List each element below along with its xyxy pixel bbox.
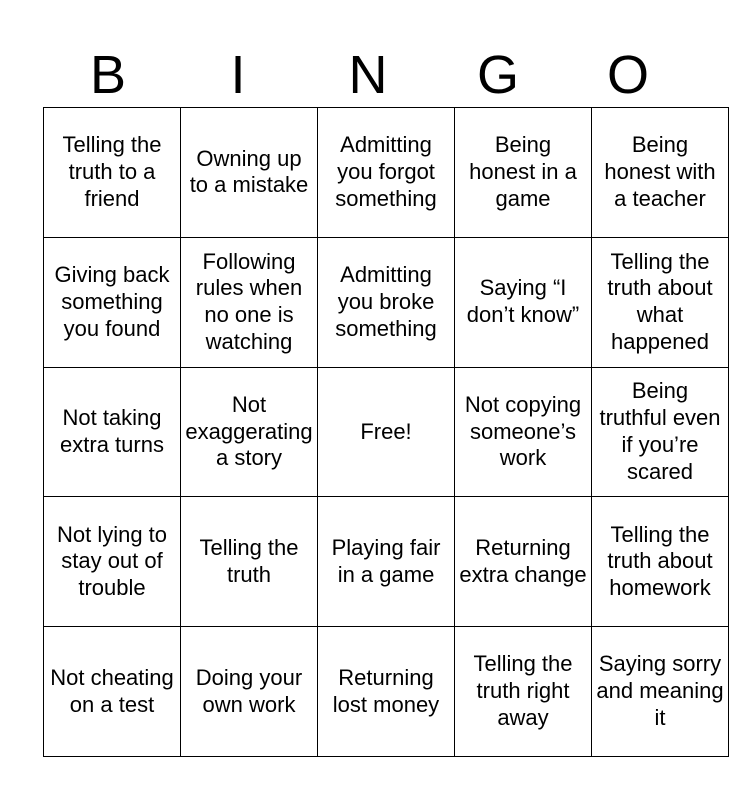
bingo-cell: Giving back something you found <box>44 237 181 367</box>
bingo-cell: Telling the truth about homework <box>592 497 729 627</box>
bingo-row <box>44 627 729 757</box>
header-letter-g: G <box>476 45 519 105</box>
bingo-cell: Admitting you forgot something <box>318 108 455 238</box>
bingo-cell: Doing your own work <box>181 627 318 757</box>
bingo-cell: Being honest in a game <box>455 108 592 238</box>
bingo-cell: Owning up to a mistake <box>181 108 318 238</box>
bingo-cell: Returning lost money <box>318 627 455 757</box>
bingo-cell: Playing fair in a game <box>318 497 455 627</box>
bingo-cell: Telling the truth <box>181 497 318 627</box>
bingo-row <box>44 497 729 627</box>
bingo-header <box>43 44 693 106</box>
bingo-cell: Being honest with a teacher <box>592 108 729 238</box>
header-letter-i: I <box>230 45 246 105</box>
bingo-cell: Returning extra change <box>455 497 592 627</box>
bingo-cell: Saying sorry and meaning it <box>592 627 729 757</box>
bingo-card <box>43 107 729 757</box>
bingo-cell: Not exaggerating a story <box>181 367 318 497</box>
bingo-cell: Not lying to stay out of trouble <box>44 497 181 627</box>
bingo-cell: Saying “I don’t know” <box>455 237 592 367</box>
bingo-cell: Being truthful even if you’re scared <box>592 367 729 497</box>
bingo-row <box>44 108 729 238</box>
bingo-cell: Not taking extra turns <box>44 367 181 497</box>
bingo-row <box>44 367 729 497</box>
bingo-cell: Following rules when no one is watching <box>181 237 318 367</box>
bingo-cell: Telling the truth to a friend <box>44 108 181 238</box>
bingo-cell: Telling the truth about what happened <box>592 237 729 367</box>
bingo-row <box>44 237 729 367</box>
free-space: Free! <box>318 367 455 497</box>
bingo-cell: Telling the truth right away <box>455 627 592 757</box>
bingo-cell: Not copying someone’s work <box>455 367 592 497</box>
header-letter-o: O <box>606 45 649 105</box>
bingo-cell: Admitting you broke something <box>318 237 455 367</box>
header-letter-b: B <box>89 45 127 105</box>
bingo-cell: Not cheating on a test <box>44 627 181 757</box>
header-letter-n: N <box>348 45 388 105</box>
